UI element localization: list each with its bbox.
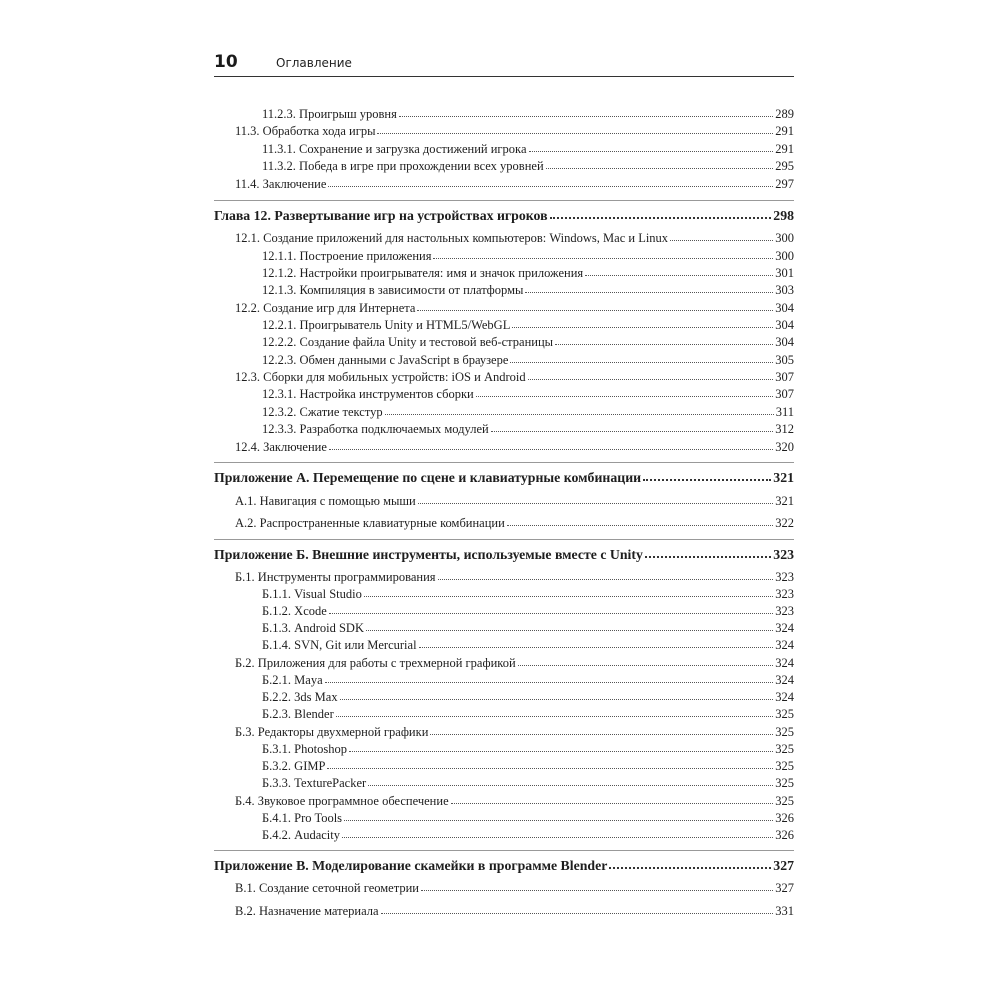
toc-entry[interactable]	[214, 827, 794, 843]
toc-entry-title: 12.3.1. Настройка инструментов сборки	[262, 387, 474, 401]
toc-chapter-entry[interactable]	[214, 858, 794, 874]
toc-entry-title: 12.2.3. Обмен данными с JavaScript в браузере	[262, 353, 509, 367]
dot-leader	[368, 775, 773, 787]
toc-entry-page: 305	[775, 353, 794, 367]
dot-leader	[645, 547, 771, 559]
dot-leader	[329, 603, 773, 615]
toc-entry-page: 298	[773, 208, 794, 223]
toc-entry-page: 304	[775, 335, 794, 349]
dot-leader	[550, 208, 772, 220]
toc-entry-title: 12.3. Сборки для мобильных устройств: iOS и Android	[235, 370, 526, 384]
toc-entry-page: 325	[775, 725, 794, 739]
dot-leader	[385, 404, 774, 416]
toc-entry[interactable]	[214, 248, 794, 264]
dot-leader	[609, 858, 771, 870]
toc-entry-title: Б.1.1. Visual Studio	[262, 587, 362, 601]
toc-entry-page: 324	[775, 673, 794, 687]
dot-leader	[525, 282, 773, 294]
toc-entry-title: 11.4. Заключение	[235, 177, 327, 191]
dot-leader	[643, 470, 771, 482]
dot-leader	[528, 369, 774, 381]
toc-entry-title: Приложение В. Моделирование скамейки в программе Blender	[214, 858, 608, 873]
toc-entry[interactable]	[214, 903, 794, 919]
toc-entry-page: 307	[775, 370, 794, 384]
section-divider	[214, 200, 794, 201]
running-title: Оглавление	[276, 56, 352, 70]
toc-entry-title: Приложение Б. Внешние инструменты, используемые вместе с Unity	[214, 547, 643, 562]
toc-entry[interactable]	[214, 758, 794, 774]
toc-entry-title: 12.2.1. Проигрыватель Unity и HTML5/WebGL	[262, 318, 511, 332]
dot-leader	[507, 515, 773, 527]
toc-entry-title: Б.4.2. Audacity	[262, 828, 340, 842]
toc-entry[interactable]	[214, 724, 794, 740]
section-divider	[214, 539, 794, 540]
toc-entry-page: 324	[775, 656, 794, 670]
toc-entry-page: 325	[775, 776, 794, 790]
toc-entry-title: 12.3.2. Сжатие текстур	[262, 405, 383, 419]
toc-entry[interactable]	[214, 515, 794, 531]
dot-leader	[399, 106, 773, 118]
toc-entry[interactable]	[214, 386, 794, 402]
toc-entry-title: Б.4. Звуковое программное обеспечение	[235, 794, 449, 808]
toc-entry-page: 325	[775, 759, 794, 773]
toc-entry-page: 307	[775, 387, 794, 401]
toc-entry[interactable]	[214, 706, 794, 722]
toc-chapter-entry[interactable]	[214, 208, 794, 224]
dot-leader	[342, 827, 773, 839]
dot-leader	[328, 176, 773, 188]
toc-entry-page: 297	[775, 177, 794, 191]
dot-leader	[327, 758, 773, 770]
dot-leader	[555, 334, 773, 346]
toc-entry[interactable]	[214, 569, 794, 585]
toc-entry[interactable]	[214, 655, 794, 671]
toc-entry-page: 324	[775, 621, 794, 635]
toc-chapter-entry[interactable]	[214, 470, 794, 486]
toc-entry-page: 291	[775, 124, 794, 138]
toc-entry[interactable]	[214, 265, 794, 281]
toc-entry-page: 295	[775, 159, 794, 173]
toc-entry-page: 291	[775, 142, 794, 156]
dot-leader	[529, 141, 774, 153]
toc-entry-page: 300	[775, 231, 794, 245]
section-divider	[214, 850, 794, 851]
toc-chapter-entry[interactable]	[214, 547, 794, 563]
toc-entry-title: 11.2.3. Проигрыш уровня	[262, 107, 397, 121]
toc-entry[interactable]	[214, 689, 794, 705]
toc-entry-page: 326	[775, 811, 794, 825]
dot-leader	[491, 421, 774, 433]
toc-entry-title: 12.3.3. Разработка подключаемых модулей	[262, 422, 489, 436]
dot-leader	[518, 655, 774, 667]
toc-entry[interactable]	[214, 586, 794, 602]
dot-leader	[512, 317, 773, 329]
toc-entry-page: 304	[775, 318, 794, 332]
toc-entry[interactable]	[214, 672, 794, 688]
toc-entry-title: Б.3.3. TexturePacker	[262, 776, 367, 790]
toc-entry-page: 304	[775, 301, 794, 315]
toc-entry[interactable]	[214, 637, 794, 653]
toc-entry-title: Б.2.1. Maya	[262, 673, 323, 687]
dot-leader	[510, 352, 773, 364]
toc-entry-page: 322	[775, 516, 794, 530]
dot-leader	[451, 793, 774, 805]
toc-entry-title: 11.3. Обработка хода игры	[235, 124, 376, 138]
toc-entry-page: 311	[775, 405, 794, 419]
toc-entry-title: Б.3. Редакторы двухмерной графики	[235, 725, 429, 739]
toc-entry[interactable]	[214, 493, 794, 509]
toc-entry-title: А.2. Распространенные клавиатурные комбинации	[235, 516, 505, 530]
toc-entry[interactable]	[214, 620, 794, 636]
toc-entry-page: 324	[775, 638, 794, 652]
toc-entry-page: 323	[775, 587, 794, 601]
toc-entry[interactable]	[214, 300, 794, 316]
dot-leader	[430, 724, 773, 736]
dot-leader	[419, 637, 774, 649]
toc-entry-title: 12.1.3. Компиляция в зависимости от платформы	[262, 283, 524, 297]
toc-entry-title: 12.2.2. Создание файла Unity и тестовой веб-страницы	[262, 335, 554, 349]
toc-entry-title: А.1. Навигация с помощью мыши	[235, 494, 416, 508]
toc-entry-title: Б.2.3. Blender	[262, 707, 334, 721]
toc-entry-page: 303	[775, 283, 794, 297]
toc-entry[interactable]	[214, 793, 794, 809]
dot-leader	[381, 903, 774, 915]
toc-entry-page: 289	[775, 107, 794, 121]
dot-leader	[585, 265, 773, 277]
toc-entry[interactable]	[214, 158, 794, 174]
toc-entry-title: 12.1.1. Построение приложения	[262, 249, 432, 263]
toc-entry-title: Б.1.2. Xcode	[262, 604, 327, 618]
dot-leader	[344, 810, 773, 822]
toc-entry-title: В.2. Назначение материала	[235, 904, 379, 918]
table-of-contents	[214, 0, 794, 1000]
toc-entry-page: 325	[775, 707, 794, 721]
toc-entry-page: 323	[775, 604, 794, 618]
section-divider	[214, 462, 794, 463]
toc-entry[interactable]	[214, 141, 794, 157]
toc-entry-title: 12.4. Заключение	[235, 440, 327, 454]
dot-leader	[546, 158, 774, 170]
toc-entry-page: 331	[775, 904, 794, 918]
toc-entry-page: 323	[775, 570, 794, 584]
toc-entry-page: 320	[775, 440, 794, 454]
toc-entry-title: Б.1.3. Android SDK	[262, 621, 364, 635]
toc-entry-page: 301	[775, 266, 794, 280]
toc-entry-title: 12.2. Создание игр для Интернета	[235, 301, 416, 315]
toc-entry-title: 12.1.2. Настройки проигрывателя: имя и значок приложения	[262, 266, 584, 280]
dot-leader	[417, 300, 773, 312]
toc-entry[interactable]	[214, 369, 794, 385]
dot-leader	[325, 672, 774, 684]
dot-leader	[433, 248, 773, 260]
toc-entry-page: 326	[775, 828, 794, 842]
toc-entry-page: 327	[775, 881, 794, 895]
toc-entry-title: Б.2.2. 3ds Max	[262, 690, 338, 704]
toc-entry-title: Приложение А. Перемещение по сцене и клавиатурные комбинации	[214, 470, 642, 485]
toc-entry-page: 325	[775, 742, 794, 756]
toc-entry[interactable]	[214, 123, 794, 139]
dot-leader	[349, 741, 773, 753]
toc-entry-title: Б.4.1. Pro Tools	[262, 811, 343, 825]
toc-entry[interactable]	[214, 741, 794, 757]
dot-leader	[366, 620, 773, 632]
dot-leader	[377, 123, 773, 135]
dot-leader	[418, 493, 774, 505]
toc-entry[interactable]	[214, 439, 794, 455]
toc-entry-title: Глава 12. Развертывание игр на устройствах игроков	[214, 208, 548, 223]
toc-entry[interactable]	[214, 106, 794, 122]
toc-entry[interactable]	[214, 352, 794, 368]
dot-leader	[476, 386, 774, 398]
toc-entry-title: Б.2. Приложения для работы с трехмерной графикой	[235, 656, 516, 670]
dot-leader	[336, 706, 774, 718]
toc-entry[interactable]	[214, 404, 794, 420]
toc-entry-title: Б.1.4. SVN, Git или Mercurial	[262, 638, 417, 652]
toc-entry[interactable]	[214, 317, 794, 333]
toc-entry-title: Б.1. Инструменты программирования	[235, 570, 436, 584]
toc-entry-page: 300	[775, 249, 794, 263]
dot-leader	[670, 230, 773, 242]
toc-entry[interactable]	[214, 421, 794, 437]
toc-entry[interactable]	[214, 603, 794, 619]
toc-entry-page: 324	[775, 690, 794, 704]
toc-entry[interactable]	[214, 334, 794, 350]
dot-leader	[340, 689, 774, 701]
toc-entry-page: 323	[773, 547, 794, 562]
toc-entry[interactable]	[214, 282, 794, 298]
toc-entry-title: 12.1. Создание приложений для настольных компьютеров: Windows, Mac и Linux	[235, 231, 669, 245]
toc-entry-title: В.1. Создание сеточной геометрии	[235, 881, 419, 895]
toc-entry-title: 11.3.2. Победа в игре при прохождении всех уровней	[262, 159, 544, 173]
toc-entry[interactable]	[214, 810, 794, 826]
toc-entry-title: 11.3.1. Сохранение и загрузка достижений игрока	[262, 142, 527, 156]
toc-entry[interactable]	[214, 230, 794, 246]
dot-leader	[329, 439, 773, 451]
dot-leader	[438, 569, 774, 581]
dot-leader	[364, 586, 773, 598]
toc-entry-page: 321	[773, 470, 794, 485]
toc-entry-title: Б.3.2. GIMP	[262, 759, 326, 773]
toc-entry-page: 312	[775, 422, 794, 436]
toc-entry-title: Б.3.1. Photoshop	[262, 742, 347, 756]
toc-entry-page: 321	[775, 494, 794, 508]
toc-entry-page: 327	[773, 858, 794, 873]
toc-entry[interactable]	[214, 880, 794, 896]
toc-entry[interactable]	[214, 775, 794, 791]
toc-entry[interactable]	[214, 176, 794, 192]
page-number: 10	[214, 52, 238, 72]
toc-entry-page: 325	[775, 794, 794, 808]
dot-leader	[421, 880, 773, 892]
